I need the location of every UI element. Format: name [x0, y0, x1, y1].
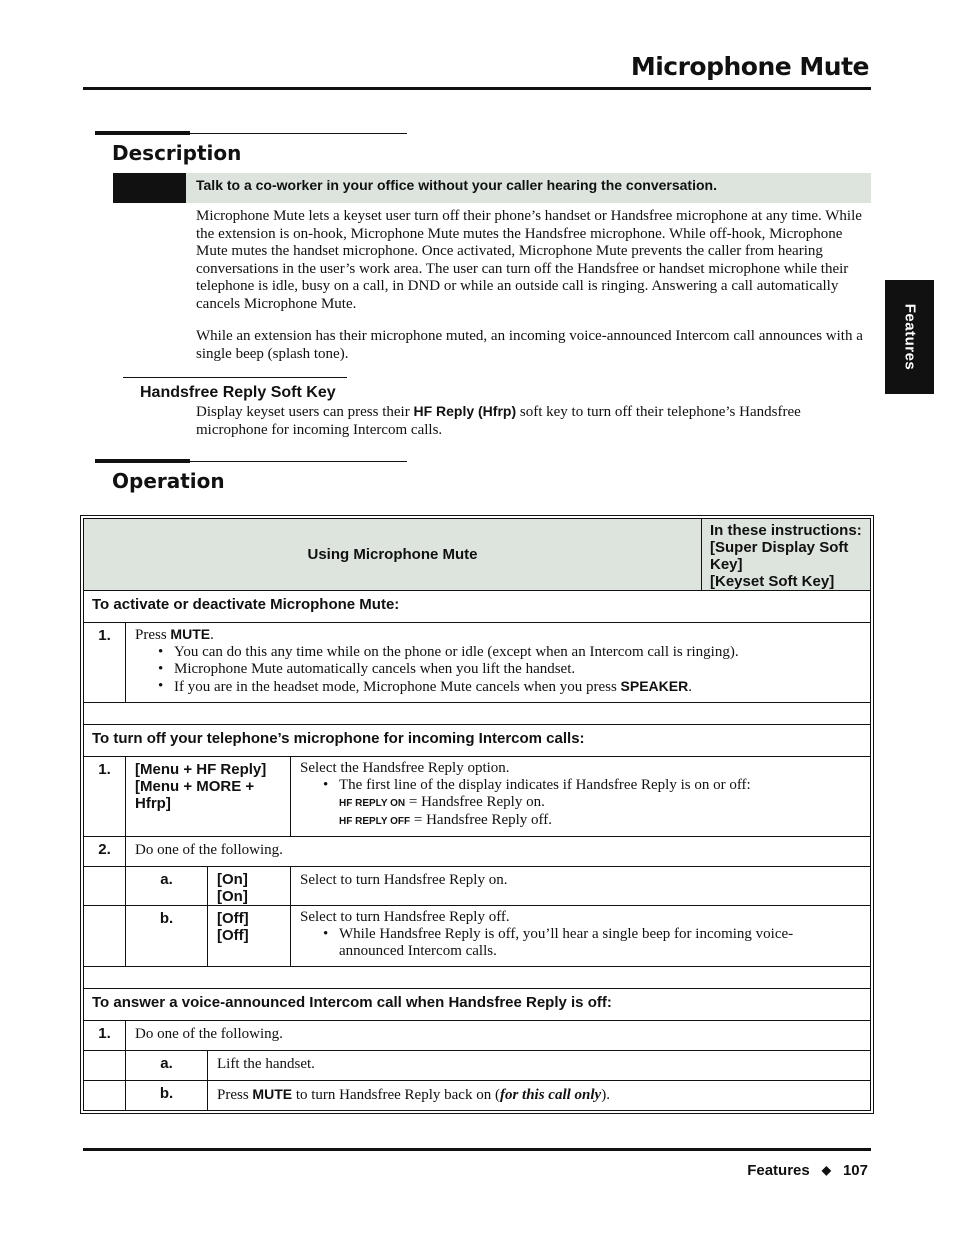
- step-text: Do one of the following.: [126, 837, 871, 867]
- table-legend: In these instructions: [Super Display Soft Key] [Keyset Soft Key]: [702, 519, 871, 591]
- step-text: Press MUTE to turn Handsfree Reply back on (for this call only).: [208, 1081, 871, 1111]
- table-spacer: [84, 967, 871, 989]
- subheading: Handsfree Reply Soft Key: [140, 384, 336, 401]
- footer-rule: [83, 1148, 871, 1151]
- operation-heading: Operation: [112, 469, 225, 493]
- table-header-row: [84, 519, 871, 591]
- subheading-paragraph: Display keyset users can press their HF Reply (Hfrp) soft key to turn off their telephone’s Handsfree microphone for incoming Intercom calls.: [196, 403, 801, 438]
- table-spacer: [84, 703, 871, 725]
- tagline-block: [113, 173, 186, 203]
- table-row: [84, 757, 871, 837]
- task-heading: To answer a voice-announced Intercom call when Handsfree Reply is off:: [84, 989, 871, 1021]
- step-text: Select the Handsfree Reply option. • The first line of the display indicates if Handsfree Reply is on or off: HF REPLY ON = Handsfree Reply on. HF REPLY OFF = Handsfree Reply off.: [291, 757, 871, 837]
- page-footer: [747, 1162, 868, 1179]
- step-text: Do one of the following.: [126, 1021, 871, 1051]
- table-row: [84, 867, 871, 906]
- step-text: Select to turn Handsfree Reply off. • While Handsfree Reply is off, you’ll hear a single beep for incoming voice-announced Intercom calls.: [291, 906, 871, 967]
- description-paragraph-1: Microphone Mute lets a keyset user turn off their phone’s handset or Handsfree microphone at any time. While the extension is on-hook, Microphone Mute mutes the Handsfree microphone. While off-hook, Microphone Mute mutes the handset microphone. Once activated, Microphone Mute prevents the caller from hearing conversations in the user’s work area. The user can turn off the Handsfree or handset microphone while their telephone is idle, busy on a call, in DND or while an outside call is ringing. Answering a call automatically cancels Microphone Mute.: [196, 208, 862, 312]
- soft-key-label: [Menu + HF Reply] [Menu + MORE + Hfrp]: [126, 757, 291, 837]
- soft-key-label: [On] [On]: [208, 867, 291, 906]
- table-title: Using Microphone Mute: [84, 519, 702, 591]
- option-label: a.: [126, 867, 208, 906]
- diamond-icon: ◆: [821, 1163, 831, 1177]
- task-heading: To activate or deactivate Microphone Mute:: [84, 591, 871, 623]
- table-row: [84, 837, 871, 867]
- table-row: [84, 1051, 871, 1081]
- soft-key-label: [Off] [Off]: [208, 906, 291, 967]
- operation-rule-thin: [95, 461, 407, 462]
- table-row: [84, 906, 871, 967]
- list-item: • While Handsfree Reply is off, you’ll hear a single beep for incoming voice-announced Intercom calls.: [339, 926, 812, 960]
- step-number: 1.: [84, 1021, 126, 1051]
- header-rule: [83, 87, 871, 90]
- list-item: • If you are in the headset mode, Microphone Mute cancels when you press SPEAKER.: [174, 678, 862, 696]
- description-paragraph-2: While an extension has their microphone muted, an incoming voice-announced Intercom call announces with a single beep (splash tone).: [196, 328, 863, 362]
- description-heading: Description: [112, 141, 242, 165]
- list-item: • Microphone Mute automatically cancels when you lift the handset.: [174, 661, 862, 678]
- page-title: Microphone Mute: [630, 52, 869, 81]
- step-text: Press MUTE. • You can do this any time while on the phone or idle (except when an Intercom call is ringing). • Microphone Mute automatically cancels when you lift the handset. • If you are in the headset mode, Microphone Mute cancels when you press SPEAKER.: [126, 623, 871, 703]
- step-number: 1.: [84, 623, 126, 703]
- page-number: 107: [842, 1162, 868, 1179]
- subheading-rule: [123, 377, 347, 378]
- task-heading: To turn off your telephone’s microphone for incoming Intercom calls:: [84, 725, 871, 757]
- list-item: • The first line of the display indicates if Handsfree Reply is on or off:: [339, 777, 862, 794]
- step-text: Select to turn Handsfree Reply on.: [291, 867, 871, 906]
- operation-table: [83, 518, 871, 1111]
- step-text: Lift the handset.: [208, 1051, 871, 1081]
- step-number: 1.: [84, 757, 126, 837]
- tagline-text: Talk to a co-worker in your office without your caller hearing the conversation.: [186, 173, 871, 203]
- section-tab-label: Features: [901, 303, 918, 371]
- section-tab: [885, 280, 934, 394]
- footer-section: Features: [747, 1162, 810, 1179]
- step-number: 2.: [84, 837, 126, 867]
- option-label: b.: [126, 906, 208, 967]
- option-label: a.: [126, 1051, 208, 1081]
- table-row: [84, 623, 871, 703]
- option-label: b.: [126, 1081, 208, 1111]
- table-row: [84, 1021, 871, 1051]
- list-item: • You can do this any time while on the phone or idle (except when an Intercom call is ringing).: [174, 644, 862, 661]
- table-row: [84, 1081, 871, 1111]
- description-rule-thin: [95, 133, 407, 134]
- description-tagline: [113, 173, 871, 203]
